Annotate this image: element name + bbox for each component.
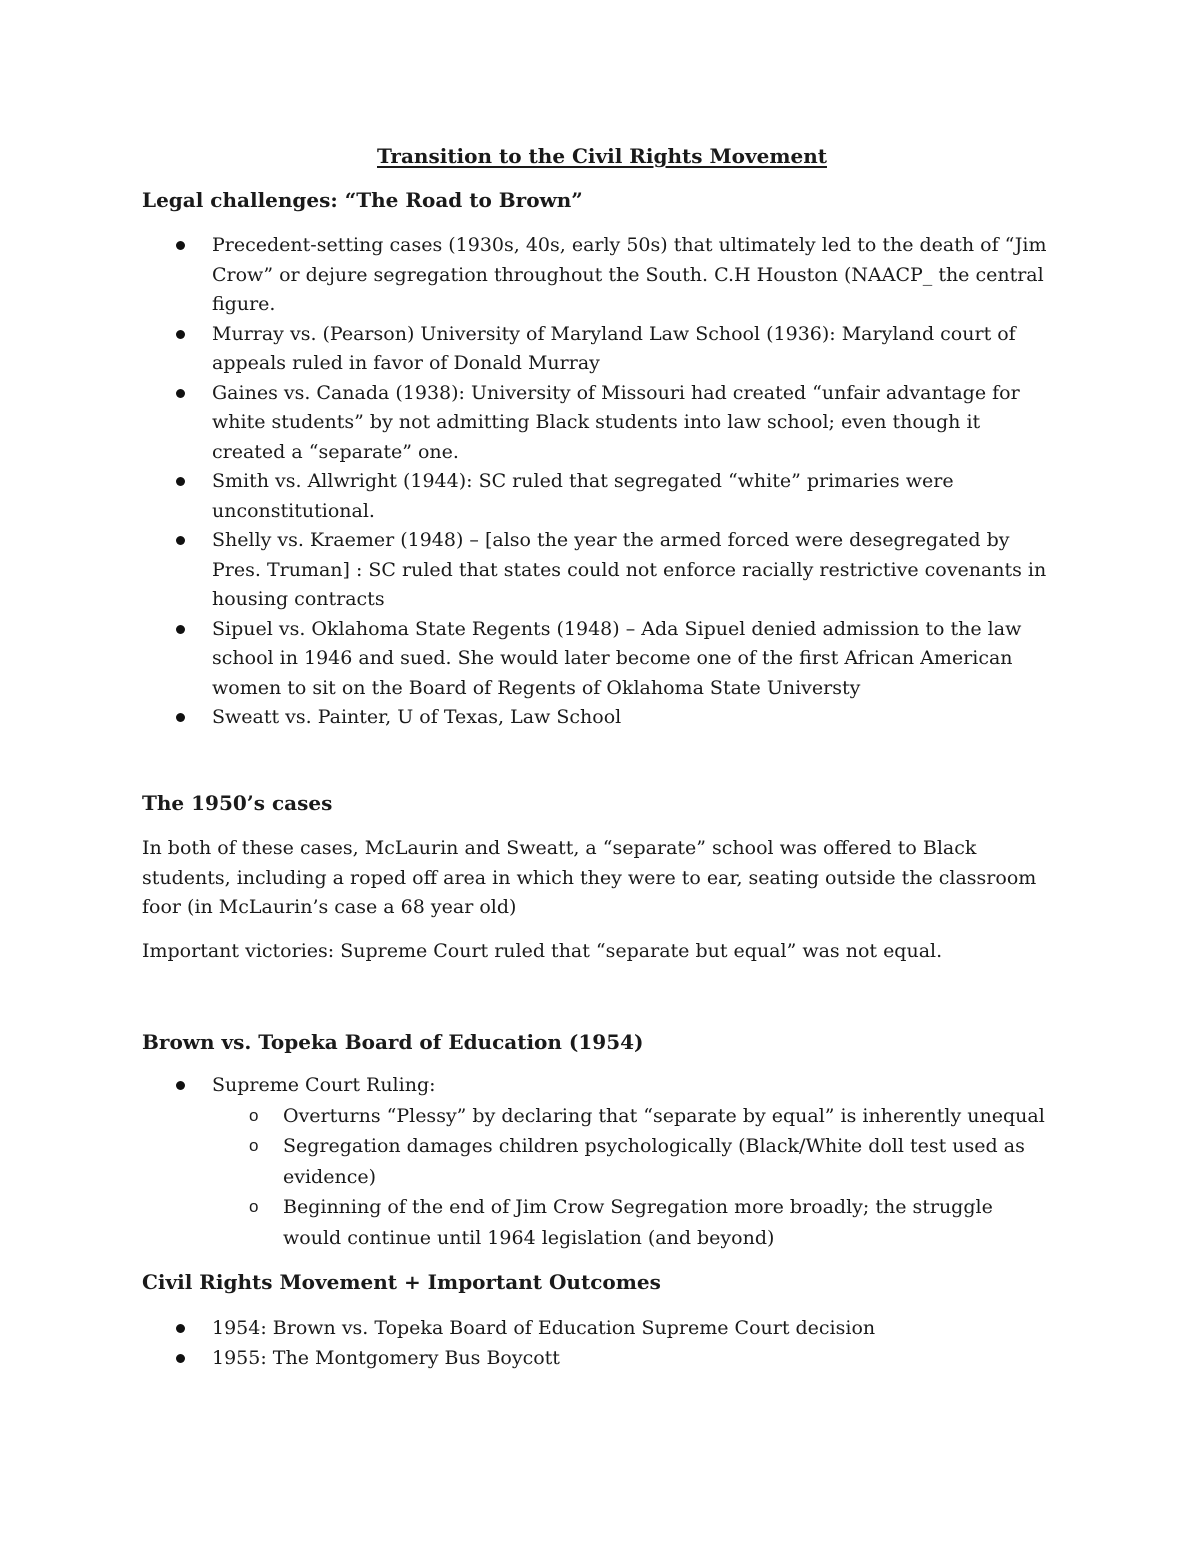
section-heading-civil-rights-outcomes: Civil Rights Movement + Important Outcomes (142, 1270, 661, 1294)
list-item (142, 615, 1057, 704)
paragraph-important-victories: Important victories: Supreme Court ruled that “separate but equal” was not equal. (142, 940, 943, 962)
bullet-icon (176, 330, 185, 339)
document-title: Transition to the Civil Rights Movement (377, 144, 827, 168)
section-heading-brown-vs-topeka: Brown vs. Topeka Board of Education (1954) (142, 1030, 644, 1054)
list-item-text: Sipuel vs. Oklahoma State Regents (1948) – Ada Sipuel denied admission to the law school in 1946 and sued. She would later become one of the first African American women to sit on the Board of Regents of Oklahoma State Universty (212, 617, 1022, 699)
sub-list-item (212, 1131, 1057, 1192)
list-item (142, 1344, 1057, 1374)
bullet-icon (176, 1324, 185, 1333)
sub-list-item-text: Segregation damages children psychologically (Black/White doll test used as evidence) (283, 1135, 1025, 1188)
list-item (142, 320, 1057, 379)
list-item (142, 526, 1057, 615)
list-item-text: Supreme Court Ruling: (212, 1074, 436, 1096)
list-item-text: Gaines vs. Canada (1938): University of Missouri had created “unfair advantage for white students” by not admitting Black students into law school; even though it created a “separate” one. (212, 381, 1020, 463)
section-heading-1950s-cases: The 1950’s cases (142, 791, 333, 815)
list-item-text: 1954: Brown vs. Topeka Board of Education Supreme Court decision (212, 1317, 876, 1339)
sub-list-item (212, 1101, 1057, 1132)
bullet-icon (176, 1081, 185, 1090)
ruling-sublist (212, 1101, 1057, 1254)
list-item-text: Precedent-setting cases (1930s, 40s, early 50s) that ultimately led to the death of “Jim Crow” or dejure segregation throughout the South. C.H Houston (NAACP_ the central figure. (212, 234, 1047, 315)
list-item (142, 1071, 1057, 1253)
list-item-text: Shelly vs. Kraemer (1948) – [also the year the armed forced were desegregated by Pres. Truman] : SC ruled that states could not enforce racially restrictive covenants in housing contracts (212, 529, 1047, 610)
list-item (142, 379, 1057, 468)
list-item-text: Murray vs. (Pearson) University of Maryland Law School (1936): Maryland court of appeals ruled in favor of Donald Murray (212, 322, 1016, 374)
brown-ruling-list (142, 1071, 1057, 1253)
list-item (142, 467, 1057, 526)
paragraph-1950s-cases: In both of these cases, McLaurin and Sweatt, a “separate” school was offered to Black students, including a roped off area in which they were to ear, seating outside the classroom foor (in McLaurin’s case a 68 year old) (142, 837, 1037, 918)
bullet-icon (176, 713, 185, 722)
list-item-text: Smith vs. Allwright (1944): SC ruled that segregated “white” primaries were unconstitutional. (212, 470, 954, 522)
bullet-icon (176, 536, 185, 545)
civil-rights-outcomes-list (142, 1314, 1057, 1373)
circle-bullet-icon: o (249, 1197, 259, 1216)
bullet-icon (176, 389, 185, 398)
sub-list-item-text: Overturns “Plessy” by declaring that “separate by equal” is inherently unequal (283, 1104, 1045, 1127)
bullet-icon (176, 625, 185, 634)
list-item-text: Sweatt vs. Painter, U of Texas, Law School (212, 706, 622, 728)
legal-challenges-list (142, 231, 1057, 733)
list-item (142, 231, 1057, 320)
circle-bullet-icon: o (249, 1105, 259, 1125)
list-item (142, 703, 1057, 733)
bullet-icon (176, 1354, 185, 1363)
sub-list-item-text: Beginning of the end of Jim Crow Segregation more broadly; the struggle would continue until 1964 legislation (and beyond) (283, 1196, 993, 1249)
list-item (142, 1314, 1057, 1344)
bullet-icon (176, 241, 185, 250)
sub-list-item (212, 1192, 1057, 1253)
section-heading-legal-challenges: Legal challenges: “The Road to Brown” (142, 188, 583, 212)
list-item-text: 1955: The Montgomery Bus Boycott (212, 1346, 560, 1369)
circle-bullet-icon: o (249, 1136, 259, 1155)
bullet-icon (176, 477, 185, 486)
